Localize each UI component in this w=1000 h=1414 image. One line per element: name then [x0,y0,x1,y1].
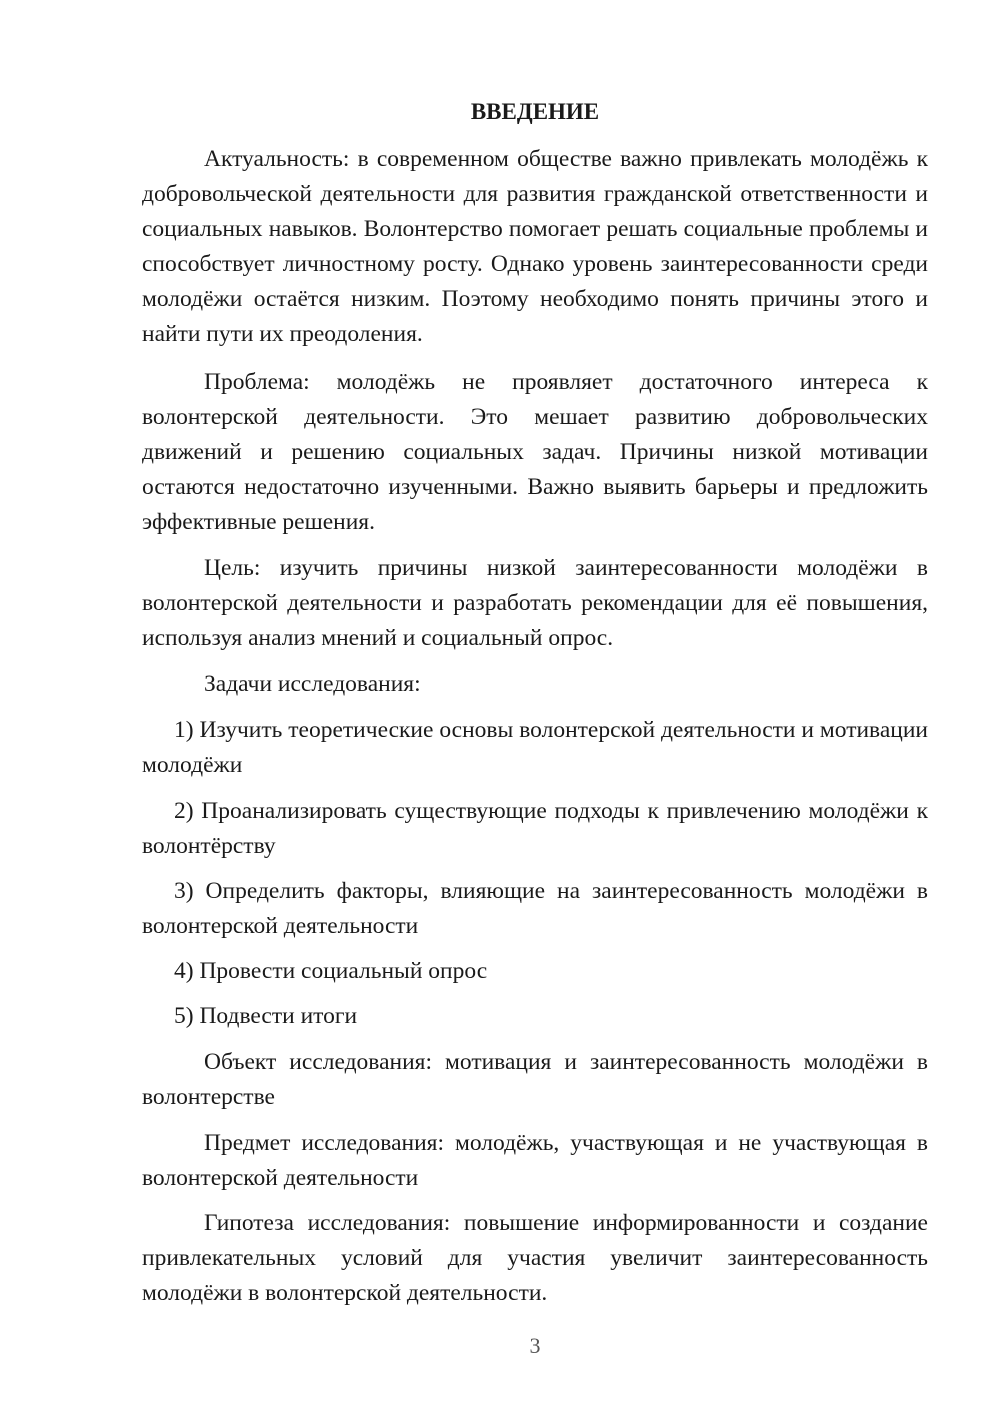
task-item-4: 4) Провести социальный опрос [174,958,488,984]
task-item-3: 3) Определить факторы, влияющие на заинтересованность молодёжи в волонтерской деятельности [142,878,928,939]
paragraph-object: Объект исследования: мотивация и заинтересованность молодёжи в волонтерстве [142,1049,928,1110]
task-item-5: 5) Подвести итоги [174,1003,358,1029]
paragraph-subject: Предмет исследования: молодёжь, участвующая и не участвующая в волонтерской деятельности [142,1130,928,1191]
paragraph-goal: Цель: изучить причины низкой заинтересованности молодёжи в волонтерской деятельности и разработать рекомендации для её повышения, используя анализ мнений и социальный опрос. [142,555,928,651]
paragraph-hypothesis: Гипотеза исследования: повышение информированности и создание привлекательных условий для участия увеличит заинтересованность молодёжи в волонтерской деятельности. [142,1210,928,1306]
paragraph-relevance: Актуальность: в современном обществе важно привлекать молодёжь к добровольческой деятельности для развития гражданской ответственности и социальных навыков. Волонтерство помогает решать социальные проблемы и способствует личностному росту. Однако уровень заинтересованности среди молодёжи остаётся низким. Поэтому необходимо понять причины этого и найти пути их преодоления. [142,146,928,347]
page-number: 3 [529,1333,541,1358]
paragraph-problem: Проблема: молодёжь не проявляет достаточного интереса к волонтерской деятельности. Это мешает развитию добровольческих движений и решению социальных задач. Причины низкой мотивации остаются недостаточно изученными. Важно выявить барьеры и предложить эффективные решения. [142,369,928,535]
task-item-2: 2) Проанализировать существующие подходы к привлечению молодёжи к волонтёрству [142,798,928,859]
tasks-heading: Задачи исследования: [204,671,421,697]
task-item-1: 1) Изучить теоретические основы волонтерской деятельности и мотивации молодёжи [142,717,928,778]
page-title: ВВЕДЕНИЕ [470,99,600,124]
